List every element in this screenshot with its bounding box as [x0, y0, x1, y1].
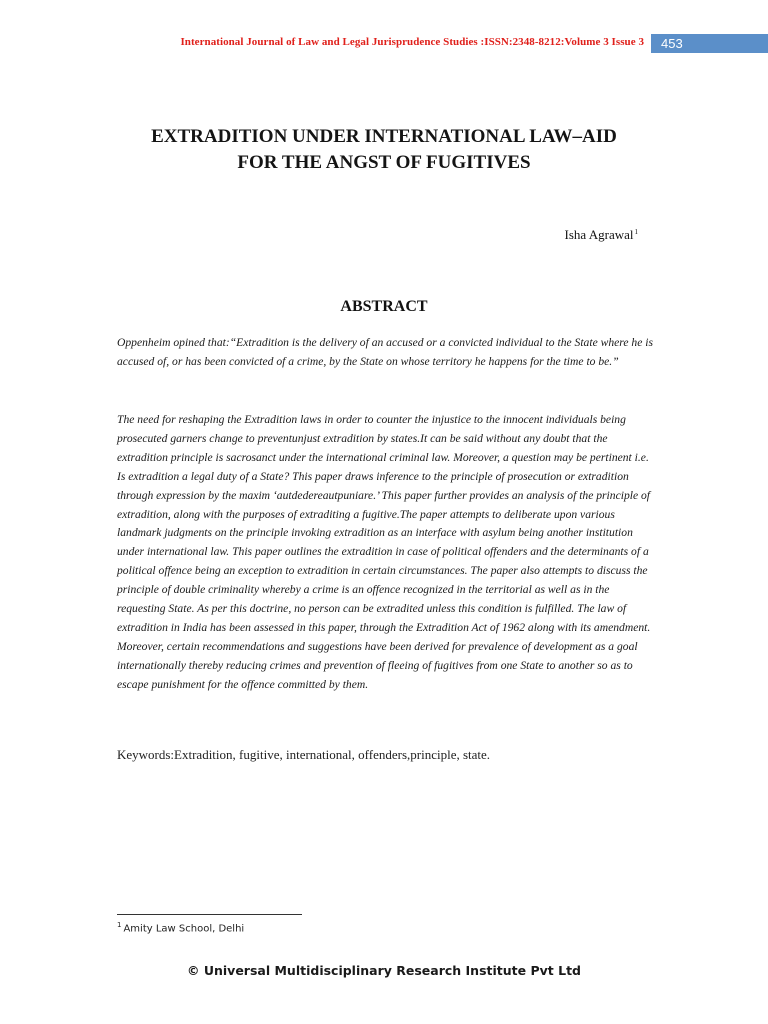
paper-title: [0, 124, 768, 176]
footnote: [117, 921, 244, 934]
footnote-text: Amity Law School, Delhi: [123, 923, 245, 935]
page-header: [0, 34, 768, 54]
author-footnote-mark[interactable]: 1: [634, 227, 638, 236]
author-byline: [565, 227, 638, 243]
keywords-line: Keywords:Extradition, fugitive, international, offenders,principle, state.: [117, 747, 491, 762]
footnote-divider: [117, 914, 302, 915]
author-name: Isha Agrawal: [564, 227, 634, 242]
abstract-paragraph-body: The need for reshaping the Extradition laws in order to counter the injustice to the innocent individuals being prosecuted garners change to preventunjust extradition by states.It can be said without any doubt that the extradition principle is sacrosanct under the international criminal law. Moreover, a question may be pertinent i.e. Is extradition a legal duty of a State? This paper draws inference to the principle of prosecution or extradition through expression by the maxim ‘autdedereautpuniare.’ This paper further provides an analysis of the principle of extradition, along with the purposes of extraditing a fugitive.The paper attempts to deliberate upon various landmark judgments on the principle invoking extradition as an interface with asylum being another institution under international law. This paper outlines the extradition in case of political offenders and the determinants of a political offence being an exception to extradition in certain circumstances. The paper also attempts to discuss the principle of double criminality whereby a crime is an offence recognized in the territorial as well as in the requesting State. As per this doctrine, no person can be extradited unless this condition is fulfilled. The law of extradition in India has been assessed in this paper, through the Extradition Act of 1962 along with its amendment. Moreover, certain recommendations and suggestions have been derived for prevalence of development as a goal internationally thereby reducing crimes and prevention of fleeing of fugitives from one State to another so as to escape punishment for the offence committed by them.: [117, 413, 651, 691]
title-line-2: FOR THE ANGST OF FUGITIVES: [237, 152, 531, 173]
copyright-footer: © Universal Multidisciplinary Research Institute Pvt Ltd: [187, 963, 581, 978]
title-line-1: EXTRADITION UNDER INTERNATIONAL LAW–AID: [151, 126, 617, 147]
journal-citation: International Journal of Law and Legal Jurisprudence Studies :ISSN:2348-8212:Volume 3 Issue 3: [180, 36, 644, 48]
page-number-badge: 453: [651, 34, 768, 53]
footnote-mark: 1: [117, 921, 122, 929]
abstract-paragraph-quote: Oppenheim opined that:“Extradition is the delivery of an accused or a convicted individual to the State where he is accused of, or has been convicted of a crime, by the State on whose territory he happens for the time to be.”: [117, 336, 653, 368]
abstract-heading: ABSTRACT: [340, 298, 428, 315]
